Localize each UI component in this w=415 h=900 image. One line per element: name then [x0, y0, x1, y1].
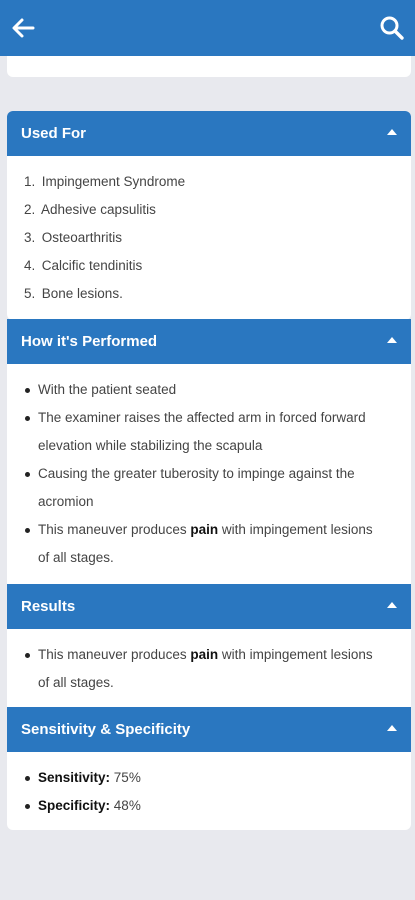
- how-performed-header[interactable]: [7, 319, 411, 364]
- list-item: The examiner raises the affected arm in forced forward elevation while stabilizing the scapula: [24, 404, 395, 460]
- results-card: [7, 584, 411, 707]
- collapse-caret-icon[interactable]: [387, 337, 397, 343]
- sensitivity-specificity-title: Sensitivity & Specificity: [21, 721, 191, 738]
- collapse-caret-icon[interactable]: [387, 129, 397, 135]
- how-performed-title: How it's Performed: [21, 333, 158, 350]
- search-icon[interactable]: [377, 13, 407, 43]
- results-title: Results: [21, 598, 76, 615]
- used-for-body: [7, 156, 411, 320]
- list-item: 3. Osteoarthritis: [24, 230, 123, 245]
- list-item: 4. Calcific tendinitis: [24, 258, 143, 273]
- sensitivity-specificity-body: [7, 752, 411, 830]
- specificity-row: Specificity: 48%: [24, 792, 395, 820]
- used-for-header[interactable]: [7, 111, 411, 156]
- collapse-caret-icon[interactable]: [387, 602, 397, 608]
- previous-section-card: [7, 56, 411, 77]
- list-item: This maneuver produces pain with impingement lesions of all stages.: [24, 641, 395, 697]
- used-for-title: Used For: [21, 125, 87, 142]
- list-item: 1. Impingement Syndrome: [24, 174, 186, 189]
- results-header[interactable]: [7, 584, 411, 629]
- collapse-caret-icon[interactable]: [387, 725, 397, 731]
- results-body: [7, 629, 411, 707]
- app-bar: [0, 0, 415, 56]
- sensitivity-row: Sensitivity: 75%: [24, 764, 395, 792]
- list-item: 2. Adhesive capsulitis: [24, 202, 156, 217]
- list-item: Causing the greater tuberosity to impinge against the acromion: [24, 460, 395, 516]
- sensitivity-specificity-header[interactable]: [7, 707, 411, 752]
- list-item: 5. Bone lesions.: [24, 286, 123, 301]
- used-for-card: [7, 111, 411, 320]
- how-performed-body: [7, 364, 411, 584]
- sensitivity-specificity-card: [7, 707, 411, 830]
- list-item: With the patient seated: [24, 376, 395, 404]
- arrow-left-icon[interactable]: [8, 13, 38, 43]
- how-performed-card: [7, 319, 411, 584]
- list-item: This maneuver produces pain with impingement lesions of all stages.: [24, 516, 395, 572]
